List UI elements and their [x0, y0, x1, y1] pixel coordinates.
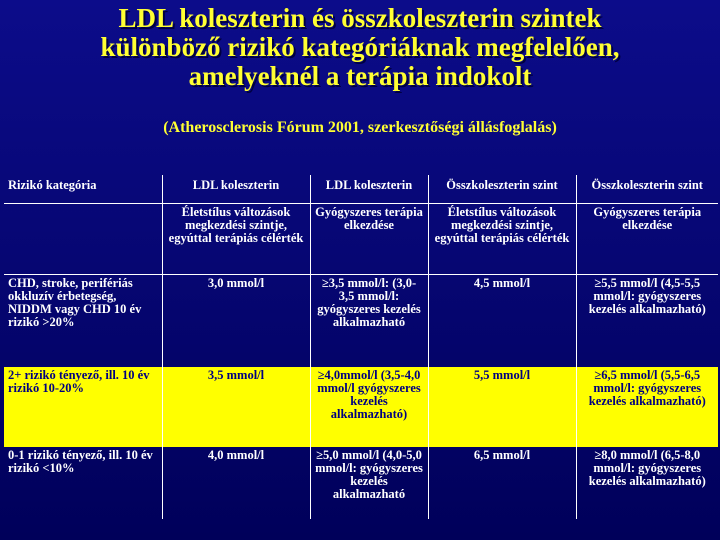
subheader-ldl-drug: Gyógyszeres terápia elkezdése [310, 204, 428, 275]
subheader-row [4, 204, 718, 275]
cell-tc-lifestyle: 4,5 mmol/l [428, 275, 576, 368]
header-risk-category: Rizikó kategória [4, 175, 162, 204]
cell-ldl-drug: ≥4,0mmol/l (3,5-4,0 mmol/l gyógyszeres kezelés alkalmazható) [310, 367, 428, 447]
header-ldl-1: LDL koleszterin [162, 175, 310, 204]
cell-ldl-lifestyle: 4,0 mmol/l [162, 447, 310, 519]
title-line-2: különböző rizikó kategóriáknak megfelelően, [100, 32, 620, 62]
cell-ldl-lifestyle: 3,5 mmol/l [162, 367, 310, 447]
cell-tc-lifestyle: 6,5 mmol/l [428, 447, 576, 519]
header-row [4, 175, 718, 204]
slide-title [0, 4, 720, 91]
cell-category: 2+ rizikó tényező, ill. 10 év rizikó 10-20% [4, 367, 162, 447]
table-row-highlighted [4, 367, 718, 447]
cell-category: 0-1 rizikó tényező, ill. 10 év rizikó <10% [4, 447, 162, 519]
cell-ldl-drug: ≥5,0 mmol/l (4,0-5,0 mmol/l: gyógyszeres kezelés alkalmazható [310, 447, 428, 519]
cell-ldl-lifestyle: 3,0 mmol/l [162, 275, 310, 368]
table-row [4, 275, 718, 368]
cell-category: CHD, stroke, perifériás okkluzív érbetegség, NIDDM vagy CHD 10 év rizikó >20% [4, 275, 162, 368]
title-line-1: LDL koleszterin és összkoleszterin szintek [118, 3, 602, 33]
table-row [4, 447, 718, 519]
title-line-3: amelyeknél a terápia indokolt [188, 61, 532, 91]
subheader-tc-drug: Gyógyszeres terápia elkezdése [576, 204, 718, 275]
cell-ldl-drug: ≥3,5 mmol/l: (3,0-3,5 mmol/l: gyógyszeres kezelés alkalmazható [310, 275, 428, 368]
subheader-ldl-lifestyle: Életstílus változások megkezdési szintje, egyúttal terápiás célérték [162, 204, 310, 275]
subheader-tc-lifestyle: Életstílus változások megkezdési szintje, egyúttal terápiás célérték [428, 204, 576, 275]
cell-tc-lifestyle: 5,5 mmol/l [428, 367, 576, 447]
header-tc-1: Összkoleszterin szint [428, 175, 576, 204]
cell-tc-drug: ≥8,0 mmol/l (6,5-8,0 mmol/l: gyógyszeres kezelés alkalmazható) [588, 448, 706, 488]
header-tc-2: Összkoleszterin szint [576, 175, 718, 204]
subheader-empty [4, 204, 162, 275]
risk-table [4, 175, 718, 519]
cell-tc-drug: ≥5,5 mmol/l (4,5-5,5 mmol/l: gyógyszeres kezelés alkalmazható) [588, 276, 706, 316]
header-ldl-2: LDL koleszterin [310, 175, 428, 204]
cell-tc-drug: ≥6,5 mmol/l (5,5-6,5 mmol/l: gyógyszeres kezelés alkalmazható) [588, 368, 706, 408]
slide-subtitle: (Atherosclerosis Fórum 2001, szerkesztőségi állásfoglalás) [163, 119, 557, 136]
